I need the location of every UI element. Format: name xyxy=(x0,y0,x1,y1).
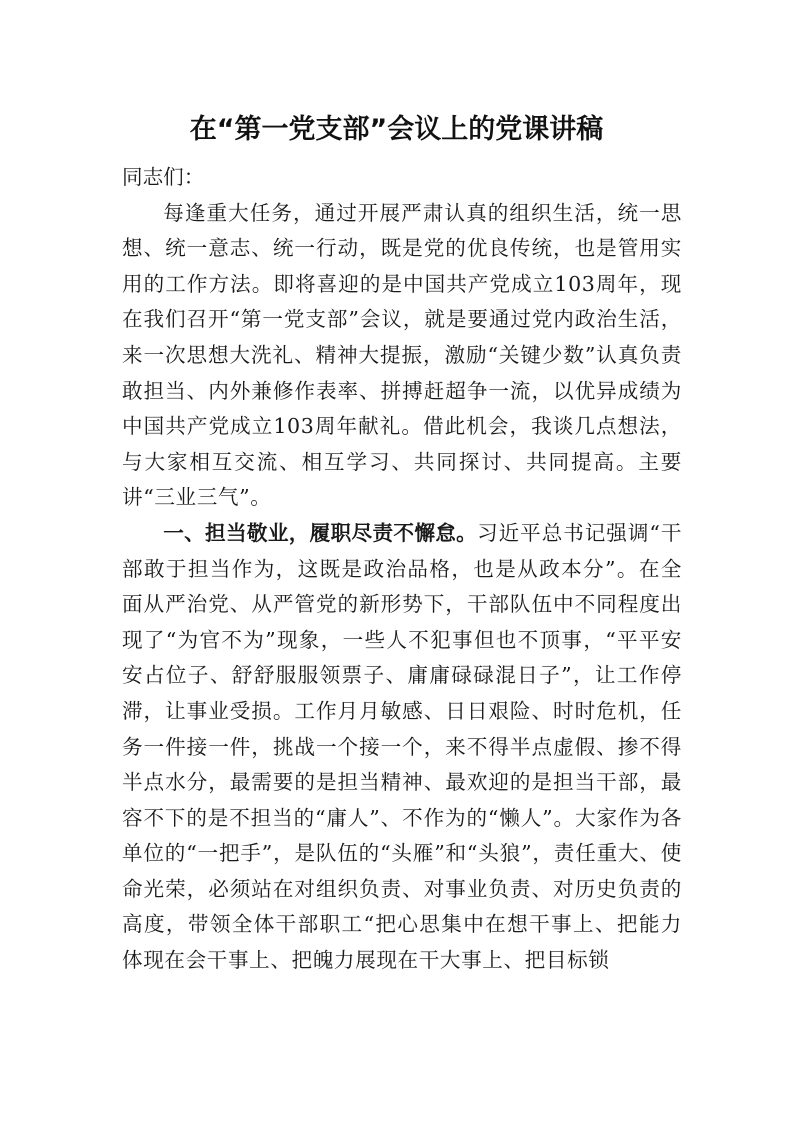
paragraph-section-1 xyxy=(122,516,682,979)
document-title: 在“第一党支部”会议上的党课讲稿 xyxy=(189,114,604,145)
greeting: 同志们： xyxy=(122,165,205,189)
section-heading: 一、担当敬业，履职尽责不懈怠。 xyxy=(163,520,478,545)
paragraph-intro xyxy=(122,196,682,516)
paragraph-text: 每逢重大任务，通过开展严肃认真的组织生活，统一思想、统一意志、统一行动，既是党的优良传统，也是管用实用的工作方法。即将喜迎的是中国共产党成立103周年，现在我们召开“第一党支部”会议，就是要通过党内政治生活，来一次思想大洗礼、精神大提振，激励“关键少数”认真负责敢担当、内外兼修作表率、拼搏赶超争一流，以优异成绩为中国共产党成立103周年献礼。借此机会，我谈几点想法，与大家相互交流、相互学习、共同探讨、共同提高。主要讲“三业三气”。 xyxy=(122,200,682,510)
document-body xyxy=(122,160,682,979)
paragraph-text: 习近平总书记强调“干部敢于担当作为，这既是政治品格，也是从政本分”。在全面从严治党、从严管党的新形势下，干部队伍中不同程度出现了“为官不为”现象，一些人不犯事但也不顶事，“平平安安占位子、舒舒服服领票子、庸庸碌碌混日子”，让工作停滞，让事业受损。工作月月敏感、日日艰险、时时危机，任务一件接一件，挑战一个接一个，来不得半点虚假、掺不得半点水分，最需要的是担当精神、最欢迎的是担当干部，最容不下的是不担当的“庸人”、不作为的“懒人”。大家作为各单位的“一把手”，是队伍的“头雁”和“头狼”，责任重大、使命光荣，必须站在对组织负责、对事业负责、对历史负责的高度，带领全体干部职工“把心思集中在想干事上、把能力体现在会干事上、把魄力展现在干大事上、把目标锁 xyxy=(122,520,683,973)
